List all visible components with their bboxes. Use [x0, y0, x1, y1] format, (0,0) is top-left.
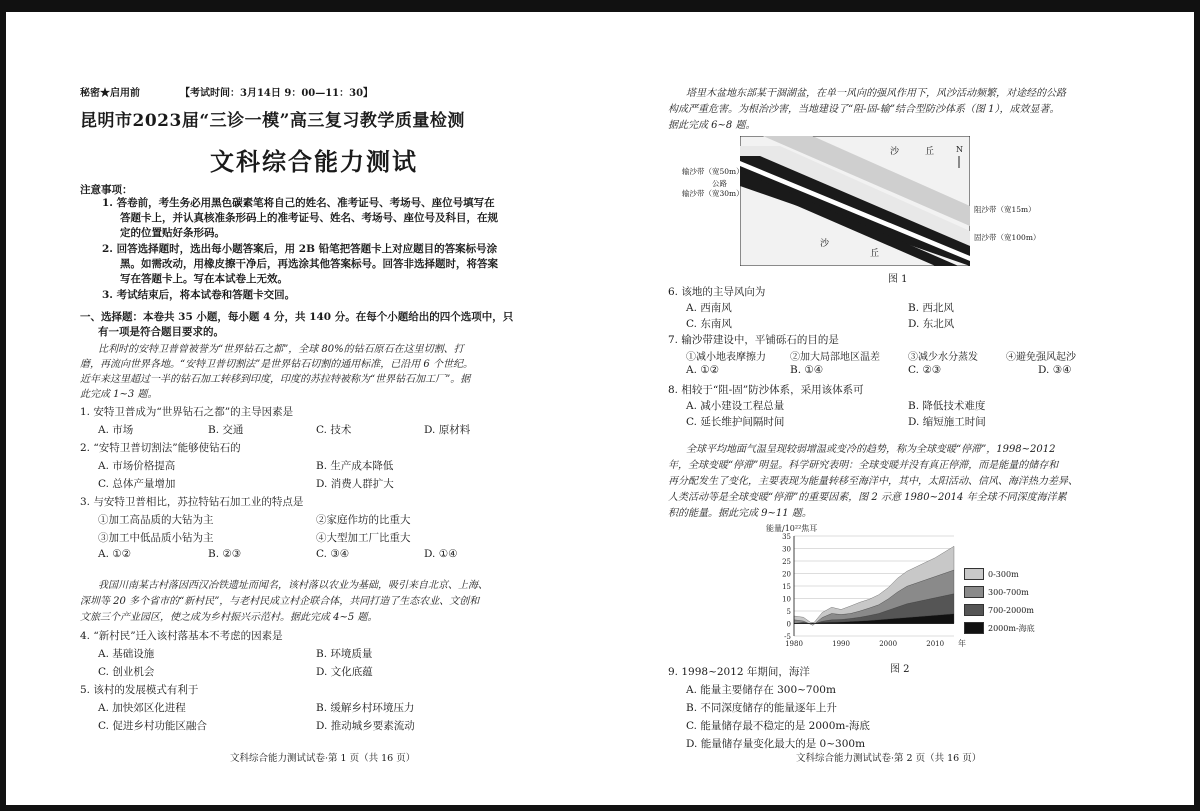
question-9: 9. 1998~2012 年期间，海洋 [668, 666, 810, 678]
x-tick-label: 2010 [926, 640, 945, 648]
note-line: 3. 考试结束后，将本试卷和答题卡交回。 [102, 289, 296, 301]
legend-swatch [964, 604, 984, 616]
passage-line: 构成严重危害。为根治沙害，当地建设了“阻-固-输”结合型防沙体系（图 1），成效显著。 [668, 104, 1060, 115]
passage-line: 我国川南某古村落因西汉冶铁遗址而闻名，该村落以农业为基础，吸引来自北京、上海、 [98, 580, 488, 591]
y-tick-label: 25 [782, 558, 791, 566]
option: C. 技术 [316, 424, 352, 436]
option: A. ①② [686, 364, 720, 376]
question-2: 2. “安特卫普切割法”能够使钻石的 [80, 442, 241, 454]
option: A. 基础设施 [98, 648, 155, 660]
chart-legend [964, 568, 1064, 640]
option: D. 东北风 [908, 318, 955, 330]
legend-swatch [964, 586, 984, 598]
option: B. 环境质量 [316, 648, 373, 660]
scan-border-left [0, 0, 6, 811]
option: B. ①④ [790, 364, 824, 376]
diagram-label: 丘 [925, 147, 935, 157]
y-tick-label: -5 [784, 633, 791, 641]
legend-item [964, 568, 1064, 580]
option: D. 文化底蕴 [316, 666, 373, 678]
diagram-label: 公路 [712, 179, 727, 188]
figure-caption: 图 1 [888, 274, 908, 285]
diagram-label: 沙 [890, 147, 900, 157]
ocean-energy-chart [764, 522, 994, 667]
option: D. 原材料 [424, 424, 471, 436]
statement: ③加工中低品质小钻为主 [98, 532, 214, 544]
section-heading: 有一项是符合题目要求的。 [98, 326, 224, 338]
note-line: 2. 回答选择题时，选出每小题答案后，用 2B 铅笔把答题卡上对应题目的答案标号涂 [102, 243, 498, 255]
option: C. 能量储存最不稳定的是 2000m-海底 [686, 720, 870, 732]
option: B. 缓解乡村环境压力 [316, 702, 415, 714]
option: B. 西北风 [908, 302, 954, 314]
y-tick-label: 10 [782, 595, 791, 604]
option: B. 降低技术难度 [908, 400, 986, 412]
question-3: 3. 与安特卫普相比，苏拉特钻石加工业的特点是 [80, 496, 304, 508]
question-7: 7. 输沙带建设中，平铺砾石的目的是 [668, 334, 839, 346]
x-tick-label: 1980 [785, 640, 803, 648]
y-tick-label: 15 [782, 583, 791, 591]
diagram-label: 输沙带（宽30m） [682, 189, 744, 198]
statement: ①加工高品质的大钻为主 [98, 514, 214, 526]
y-tick-label: 20 [782, 570, 791, 579]
note-line: 写在答题卡上。写在本试卷上无效。 [120, 273, 288, 285]
passage-line: 全球平均地面气温呈现较弱增温或变冷的趋势，称为全球变暖“停滞”，1998~2012 [686, 444, 1056, 455]
legend-item [964, 586, 1064, 598]
statement: ④大型加工厂比重大 [316, 532, 411, 544]
option: A. 市场 [98, 424, 134, 436]
scan-border-top [0, 0, 1200, 12]
page-footer: 文科综合能力测试试卷·第 2 页（共 16 页） [796, 753, 982, 764]
option: C. ③④ [316, 548, 350, 560]
legend-label: 700-2000m [988, 605, 1034, 615]
option: D. ③④ [1038, 364, 1072, 376]
x-axis-label: 年 [958, 639, 966, 648]
sand-control-diagram [740, 136, 970, 266]
section-heading: 一、选择题：本卷共 35 小题，每小题 4 分，共 140 分。在每个小题给出的四个选项中，只 [80, 311, 514, 323]
exam-time: 【考试时间：3月14日 9：00—11：30】 [180, 88, 374, 99]
passage-line: 塔里木盆地东部某干涸湖盆，在单一风向的强风作用下，风沙活动频繁，对途经的公路 [686, 88, 1066, 99]
exam-subtitle: 文科综合能力测试 [210, 147, 418, 176]
secret-label: 秘密★启用前 [80, 88, 140, 99]
passage-line: 积的能量。据此完成 9~11 题。 [668, 508, 812, 519]
option: D. 能量储存量变化最大的是 0~300m [686, 738, 866, 750]
x-tick-label: 1990 [832, 640, 850, 648]
page-footer: 文科综合能力测试试卷·第 1 页（共 16 页） [230, 753, 416, 764]
passage-line: 据此完成 6~8 题。 [668, 120, 756, 131]
passage-line: 此完成 1~3 题。 [80, 389, 158, 400]
diagram-label: 固沙带（宽100m） [974, 233, 1041, 242]
passage-line: 年，全球变暖“停滞”明显。科学研究表明：全球变暖并没有真正停滞，而是能量的储存和 [668, 460, 1059, 471]
passage-line: 深圳等 20 多个省市的“新村民”，与老村民成立村企联合体，共同打造了生态农业、文创和 [80, 596, 480, 607]
statement: ②家庭作坊的比重大 [316, 514, 411, 526]
option: D. 消费人群扩大 [316, 478, 394, 490]
statement: ④避免强风起沙 [1006, 352, 1076, 363]
y-tick-label: 35 [782, 533, 791, 541]
option: A. 加快郊区化进程 [98, 702, 186, 714]
north-arrow: N [956, 145, 963, 154]
option: C. 创业机会 [98, 666, 155, 678]
exam-title: 昆明市2023届“三诊一模”高三复习教学质量检测 [80, 111, 465, 131]
legend-item [964, 604, 1064, 616]
y-axis-label: 能量/10²²焦耳 [766, 524, 818, 533]
option: C. 总体产量增加 [98, 478, 176, 490]
option: C. 延长维护间隔时间 [686, 416, 785, 428]
passage-line: 比利时的安特卫普曾被誉为“世界钻石之都”，全球 80%的钻石原石在这里切割、打 [98, 344, 464, 355]
option: B. ②③ [208, 548, 242, 560]
option: A. 市场价格提高 [98, 460, 176, 472]
legend-label: 300-700m [988, 587, 1029, 597]
statement: ①减小地表摩擦力 [686, 352, 766, 363]
option: D. ①④ [424, 548, 458, 560]
question-6: 6. 该地的主导风向为 [668, 286, 766, 298]
option: B. 不同深度储存的能量逐年上升 [686, 702, 837, 714]
notes-heading: 注意事项： [80, 184, 133, 196]
diagram-label: 丘 [870, 249, 880, 259]
note-line: 黑。如需改动，用橡皮擦干净后，再选涂其他答案标号。回答非选择题时，将答案 [120, 258, 498, 270]
option: A. 减小建设工程总量 [686, 400, 785, 412]
legend-swatch [964, 568, 984, 580]
statement: ②加大局部地区温差 [790, 352, 880, 363]
legend-item [964, 622, 1064, 634]
note-line: 答题卡上，并认真核准条形码上的准考证号、姓名、考场号、座位号及科目，在规 [120, 212, 498, 224]
option: A. ①② [98, 548, 132, 560]
statement: ③减少水分蒸发 [908, 352, 978, 363]
diagram-label: 沙 [820, 239, 830, 249]
option: D. 推动城乡要素流动 [316, 720, 415, 732]
note-line: 定的位置贴好条形码。 [120, 227, 225, 239]
figure-caption: 图 2 [890, 664, 910, 675]
passage-line: 近年来这里超过一半的钻石加工转移到印度，印度的苏拉特被称为“世界钻石加工厂”。据 [80, 374, 471, 385]
option: C. 东南风 [686, 318, 732, 330]
question-4: 4. “新村民”迁入该村落基本不考虑的因素是 [80, 630, 283, 642]
scan-border-right [1194, 0, 1200, 811]
scan-border-bottom [0, 805, 1200, 811]
legend-label: 2000m-海底 [988, 623, 1035, 633]
legend-swatch [964, 622, 984, 634]
legend-label: 0-300m [988, 569, 1019, 579]
option: A. 西南风 [686, 302, 732, 314]
diagram-label: 阻沙带（宽15m） [974, 205, 1036, 214]
option: D. 缩短施工时间 [908, 416, 986, 428]
passage-line: 人类活动等是全球变暖“停滞”的重要因素，图 2 示意 1980~2014 年全球不同深度海洋累 [668, 492, 1067, 503]
x-tick-label: 2000 [879, 640, 898, 648]
passage-line: 再分配发生了变化，主要表现为能量转移至海洋中，其中，太阳活动、信风、海洋热力差异、 [668, 476, 1078, 487]
question-5: 5. 该村的发展模式有利于 [80, 684, 199, 696]
option: B. 生产成本降低 [316, 460, 394, 472]
option: B. 交通 [208, 424, 244, 436]
question-1: 1. 安特卫普成为“世界钻石之都”的主导因素是 [80, 406, 294, 418]
option: C. 促进乡村功能区融合 [98, 720, 207, 732]
y-tick-label: 0 [786, 620, 791, 629]
passage-line: 文旅三个产业园区，使之成为乡村振兴示范村。据此完成 4~5 题。 [80, 612, 378, 623]
note-line: 1. 答卷前，考生务必用黑色碳素笔将自己的姓名、准考证号、考场号、座位号填写在 [102, 197, 495, 209]
question-8: 8. 相较于“阻-固”防沙体系，采用该体系可 [668, 384, 864, 396]
option: C. ②③ [908, 364, 942, 376]
diagram-label: 输沙带（宽50m） [682, 167, 744, 176]
option: A. 能量主要储存在 300~700m [686, 684, 836, 696]
passage-line: 磨，再流向世界各地。“安特卫普切割法”是世界钻石切割的通用标准，已沿用 6 个世纪。 [80, 359, 473, 370]
y-tick-label: 5 [786, 608, 791, 616]
y-tick-label: 30 [782, 545, 791, 554]
